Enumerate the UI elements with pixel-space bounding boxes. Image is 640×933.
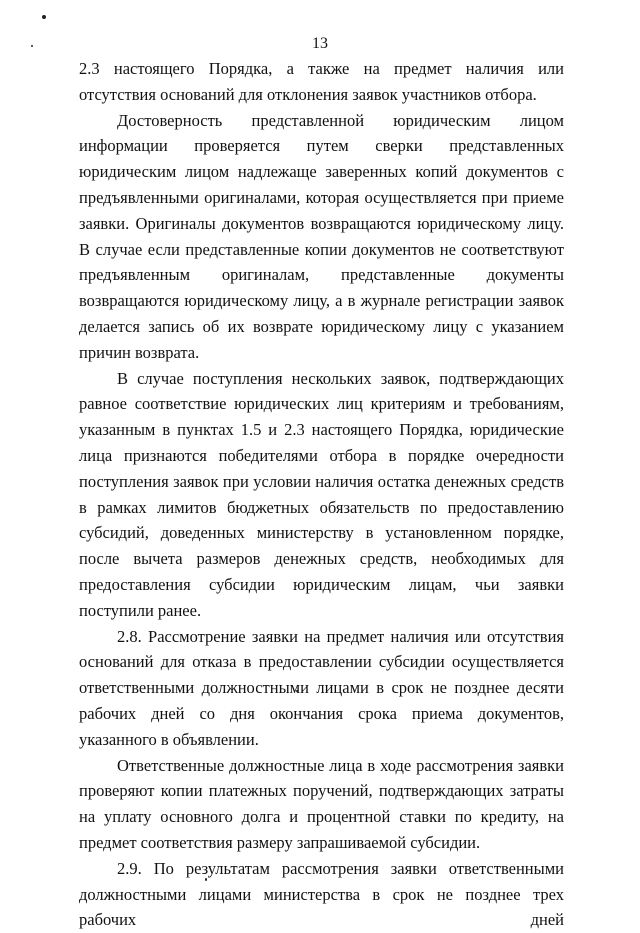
- paragraph-2-8: 2.8. Рассмотрение заявки на предмет наличия или отсутствия оснований для отказа в предоставлении субсидии осуществляется ответственными должностными лицами в срок не позднее десяти рабочих дней со дня окончания срока приема документов, указанного в объявлении.: [79, 626, 564, 749]
- paragraph-2-9: 2.9. По результатам рассмотрения заявки ответственными должностными лицами министерства в срок не позднее трех рабочих дней: [79, 858, 564, 930]
- scan-speck: [42, 15, 46, 19]
- paragraph-responsible-officials: Ответственные должностные лица в ходе рассмотрения заявки проверяют копии платежных поручений, подтверждающих затраты на уплату основного долга и процентной ставки по кредиту, на предмет соответствия размеру запрашиваемой субсидии.: [79, 755, 564, 852]
- page-number: 13: [312, 35, 328, 52]
- paragraph-verification: Достоверность представленной юридическим лицом информации проверяется путем сверки представленных юридическим лицом надлежаще заверенных копий документов с предъявленными оригиналами, которая осуществляется при приеме заявки. Оригиналы документов возвращаются юридическому лицу. В случае если представленные копии документов не соответствуют предъявленным оригиналам, представленные документы возвращаются юридическому лицу, а в журнале регистрации заявок делается запись об их возврате юридическому лицу с указанием причин возврата.: [79, 110, 564, 362]
- paragraph-multiple-applications: В случае поступления нескольких заявок, подтверждающих равное соответствие юридических лиц критериям и требованиям, указанным в пунктах 1.5 и 2.3 настоящего Порядка, юридические лица признаются победителями отбора в порядке очередности поступления заявок при условии наличия остатка денежных средств в рамках лимитов бюджетных обязательств по предоставлению субсидий, доведенных министерству в установленном порядке, после вычета размеров денежных средств, необходимых для предоставления субсидии юридическим лицам, чьи заявки поступили ранее.: [79, 368, 564, 620]
- paragraph-continuation: 2.3 настоящего Порядка, а также на предмет наличия или отсутствия оснований для отклонения заявок участников отбора.: [79, 59, 564, 104]
- document-body: [79, 56, 564, 933]
